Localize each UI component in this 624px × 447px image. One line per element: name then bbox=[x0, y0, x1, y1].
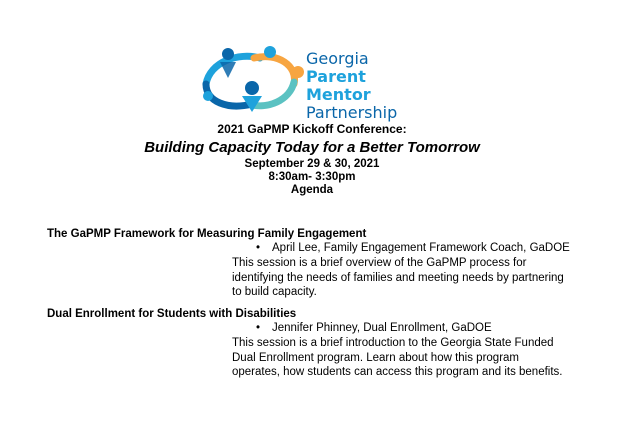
description-line: identifying the needs of families and meeting needs by partnering bbox=[232, 271, 564, 284]
session-speaker bbox=[256, 242, 570, 254]
session-description bbox=[232, 336, 592, 380]
logo-line-partnership: Partnership bbox=[306, 103, 398, 122]
logo-wordmark bbox=[306, 50, 433, 122]
agenda-heading: Agenda bbox=[290, 184, 334, 196]
conference-title: Building Capacity Today for a Better Tomorrow bbox=[144, 139, 480, 156]
bullet-icon: • bbox=[256, 322, 261, 334]
people-circle-icon bbox=[198, 44, 308, 116]
description-line: This session is a brief overview of the GaPMP process for bbox=[232, 257, 527, 269]
conference-times: 8:30am- 3:30pm bbox=[268, 171, 356, 183]
session-title: Dual Enrollment for Students with Disabilities bbox=[47, 308, 297, 320]
speaker-name: April Lee, Family Engagement Framework Coach, GaDOE bbox=[272, 242, 570, 254]
description-line: This session is a brief introduction to the Georgia State Funded bbox=[232, 337, 554, 349]
session-description bbox=[232, 256, 592, 300]
logo-line-georgia: Georgia bbox=[306, 49, 369, 68]
speaker-name: Jennifer Phinney, Dual Enrollment, GaDOE bbox=[272, 322, 492, 334]
description-line: to build capacity. bbox=[232, 286, 317, 298]
logo-line-parent-mentor: Parent Mentor bbox=[306, 67, 371, 104]
session-speaker bbox=[256, 322, 492, 334]
description-line: operates, how students can access this program and its benefits. bbox=[232, 366, 563, 378]
gapmp-logo bbox=[198, 44, 433, 122]
session-title: The GaPMP Framework for Measuring Family Engagement bbox=[47, 228, 367, 240]
description-line: Dual Enrollment program. Learn about how this program bbox=[232, 351, 520, 364]
conference-name: 2021 GaPMP Kickoff Conference: bbox=[217, 122, 407, 136]
bullet-icon: • bbox=[256, 242, 261, 254]
conference-dates: September 29 & 30, 2021 bbox=[244, 158, 380, 170]
